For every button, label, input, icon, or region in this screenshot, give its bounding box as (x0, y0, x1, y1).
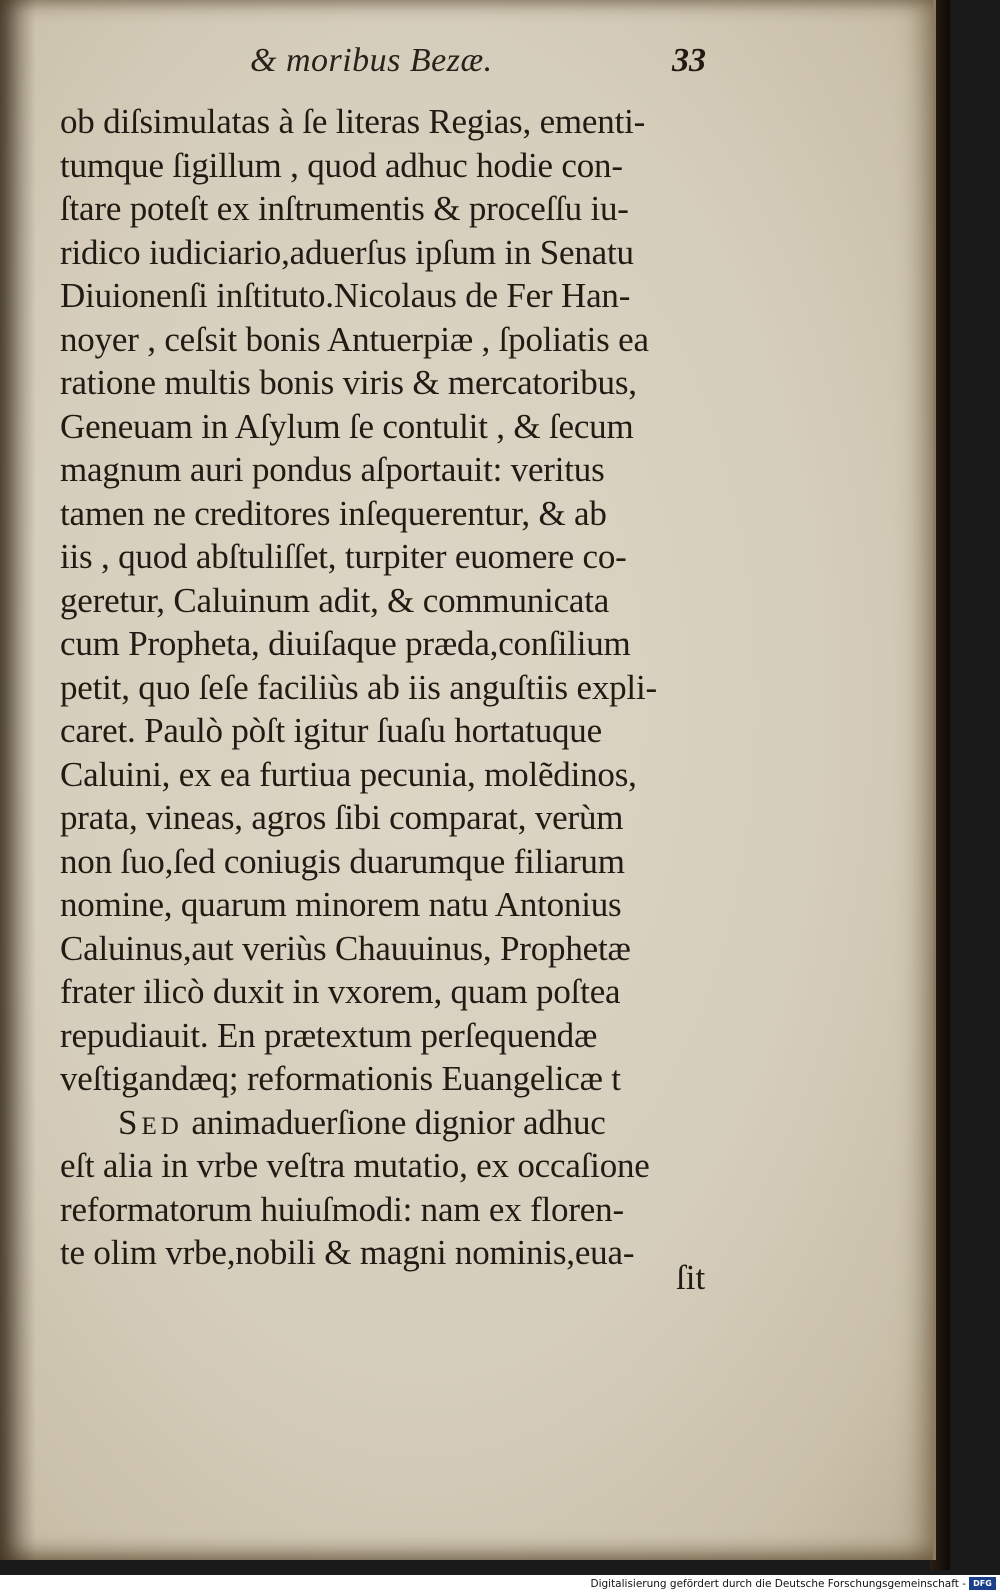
text-line: ob diſsimulatas à ſe literas Regias, ementi- (60, 102, 646, 141)
text-line: te olim vrbe,nobili & magni nominis,eua- (60, 1233, 635, 1272)
text-line: magnum auri pondus aſportauit: veritus (60, 450, 605, 489)
text-line: geretur, Caluinum adit, & communicata (60, 580, 610, 620)
text-line: caret. Paulò pòſt igitur ſuaſu hortatuque (60, 711, 602, 750)
text-line: eſt alia in vrbe veſtra mutatio, ex occaſione (60, 1146, 650, 1185)
paragraph-initial: Sed (118, 1102, 183, 1142)
text-line: tumque ſigillum , quod adhuc hodie con- (60, 145, 623, 185)
text-line: Diuionenſi inſtituto.Nicolaus de Fer Han- (60, 276, 631, 315)
digitization-credit: Digitalisierung gefördert durch die Deutsche Forschungsgemeinschaft - (590, 1578, 966, 1590)
text-line: iis , quod abſtuliſſet, turpiter euomere co- (60, 537, 627, 576)
paragraph-first-line-text: animaduerſione dignior adhuc (182, 1102, 606, 1142)
paragraph-first-line (60, 1101, 722, 1145)
text-line: tamen ne creditores inſequerentur, & ab (60, 493, 607, 533)
text-line: veſtigandæq; reformationis Euangelicæ t (60, 1059, 621, 1098)
page-number: 33 (672, 42, 706, 79)
text-line: reformatorum huiuſmodi: nam ex floren- (60, 1189, 624, 1229)
text-line: nomine, quarum minorem natu Antonius (60, 885, 622, 924)
body-text (60, 100, 722, 1275)
text-line: ſtare poteſt ex inſtrumentis & proceſſu iu- (60, 189, 629, 228)
text-line: frater ilicò duxit in vxorem, quam poſtea (60, 972, 621, 1011)
text-line: noyer , ceſsit bonis Antuerpiæ , ſpoliatis ea (60, 319, 649, 359)
text-line: repudiauit. En prætextum perſequendæ (60, 1015, 598, 1055)
text-line: ratione multis bonis viris & mercatoribus, (60, 363, 637, 402)
text-line: ridico iudiciario,aduerſus ipſum in Senatu (60, 232, 634, 272)
text-line: petit, quo ſeſe faciliùs ab iis anguſtiis expli- (60, 667, 657, 707)
text-line: Caluini, ex ea furtiua pecunia, molẽdinos, (60, 754, 637, 794)
dfg-logo-icon: DFG (969, 1577, 996, 1590)
text-line: prata, vineas, agros ſibi comparat, verùm (60, 798, 624, 837)
text-line: non ſuo,ſed coniugis duarumque filiarum (60, 841, 625, 881)
text-line: Geneuam in Aſylum ſe contulit , & ſecum (60, 406, 634, 446)
text-line: Caluinus,aut veriùs Chauuinus, Prophetæ (60, 928, 631, 968)
catchword: ſit (676, 1258, 706, 1297)
running-head: & moribus Bezæ. (250, 42, 493, 79)
text-line: cum Propheta, diuiſaque præda,conſilium (60, 624, 631, 663)
page-header (0, 40, 933, 90)
